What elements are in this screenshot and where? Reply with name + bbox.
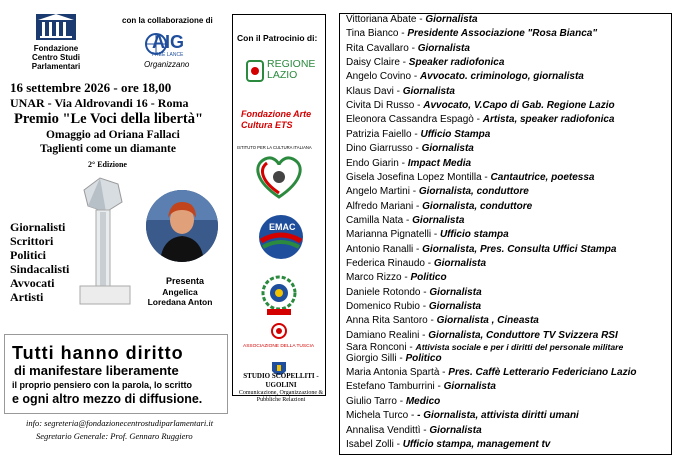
event-title: Premio "Le Voci della libertà" bbox=[14, 111, 204, 127]
organizzano-label: Organizzano bbox=[144, 60, 190, 69]
category-item: Giornalisti bbox=[10, 220, 66, 234]
istituto-cultura-label: ISTITUTO PER LA CULTURA ITALIANA bbox=[237, 145, 312, 150]
guest-role: Attivista sociale e per i diritti del personale militare bbox=[415, 342, 624, 353]
guest-separator: - bbox=[396, 395, 406, 407]
guest-role: Giornalista bbox=[421, 143, 474, 155]
guest-name: Gisela Josefina Lopez Montilla bbox=[346, 171, 482, 183]
guest-role: Impact Media bbox=[407, 157, 472, 169]
guest-name: Federica Rinaudo bbox=[346, 258, 425, 270]
guest-separator: - bbox=[431, 229, 440, 241]
guest-item bbox=[346, 301, 481, 313]
category-item: Avvocati bbox=[10, 276, 55, 290]
guest-role: Artista, speaker radiofonica bbox=[482, 114, 615, 126]
guest-name: Marco Rizzo bbox=[346, 272, 402, 284]
guest-name: Michela Turco bbox=[346, 410, 409, 422]
guest-name: Eleonora Cassandra Espagò bbox=[346, 114, 474, 126]
guest-name: Tina Bianco bbox=[346, 28, 399, 40]
guest-separator: - bbox=[393, 85, 403, 97]
presenter-photo bbox=[146, 190, 218, 262]
guest-name: Angelo Covino bbox=[346, 71, 412, 83]
aig-logo-text: AIG bbox=[152, 32, 185, 52]
guest-name: Alfredo Mariani bbox=[346, 200, 414, 212]
event-subtitle-2: Taglienti come un diamante bbox=[40, 143, 176, 155]
guest-name: Camilla Nata bbox=[346, 214, 404, 226]
guest-role: Giornalista, conduttore bbox=[422, 200, 533, 212]
guest-item bbox=[346, 71, 584, 83]
guest-name: Daniele Rotondo bbox=[346, 286, 421, 298]
guest-item bbox=[346, 353, 442, 365]
guest-name: Anna Rita Santoro bbox=[346, 315, 428, 327]
guest-role: Ufficio stampa bbox=[439, 229, 509, 241]
guest-item bbox=[346, 14, 478, 26]
guest-role: Politico bbox=[405, 352, 442, 364]
trophy-image bbox=[70, 172, 140, 312]
guest-name: Estefano Tamburrini bbox=[346, 381, 435, 393]
guest-separator: - bbox=[398, 157, 408, 169]
guest-item bbox=[346, 315, 539, 327]
guest-item bbox=[346, 425, 482, 437]
info-email: info: segreteria@fondazionecentrostudiparlamentari.it bbox=[26, 418, 214, 428]
guest-role: Giornalista bbox=[425, 14, 478, 25]
guest-name: Angelo Martini bbox=[346, 186, 410, 198]
guest-name: Maria Antonia Spartà bbox=[346, 367, 440, 379]
guest-separator: - bbox=[481, 171, 491, 183]
guest-separator: - bbox=[412, 143, 422, 155]
guest-item bbox=[346, 396, 440, 408]
guest-item bbox=[346, 114, 614, 126]
lazio-emblem-icon bbox=[245, 59, 265, 83]
guest-role: Giornalista bbox=[402, 85, 455, 97]
guest-role: Giornalista, Conduttore TV Svizzera RSI bbox=[428, 329, 618, 341]
guest-role: Giornalista bbox=[428, 301, 482, 313]
guest-role: Giornalista bbox=[443, 381, 496, 393]
guest-name: Annalisa Vendittì bbox=[346, 424, 421, 436]
patronage-panel bbox=[232, 14, 326, 396]
guest-separator: - bbox=[396, 352, 406, 364]
guest-name: Endo Giarin bbox=[346, 157, 399, 169]
guest-item bbox=[346, 330, 618, 342]
quote-line-3: il proprio pensiero con la parola, lo scritto bbox=[12, 380, 193, 390]
guest-name: Giorgio Silli bbox=[346, 352, 397, 364]
guest-role: Avvocato. criminologo, giornalista bbox=[419, 71, 584, 83]
columns-icon bbox=[30, 12, 82, 42]
collab-label: con la collaborazione di bbox=[122, 16, 213, 25]
event-subtitle-1: Omaggio ad Oriana Fallaci bbox=[46, 129, 180, 141]
guest-separator: - bbox=[393, 438, 403, 450]
guest-separator: - bbox=[439, 367, 449, 379]
fondazione-name: Fondazione Centro Studi Parlamentari bbox=[31, 44, 81, 71]
guest-separator: - bbox=[434, 381, 444, 393]
category-item: Politici bbox=[10, 248, 46, 262]
guest-role: Speaker radiofonica bbox=[408, 57, 505, 69]
guest-separator: - bbox=[427, 315, 437, 327]
guest-item bbox=[346, 86, 455, 98]
guest-role: Giornalista, Pres. Consulta Uffici Stampa bbox=[422, 243, 617, 255]
emac-text: EMAC bbox=[269, 222, 296, 232]
regione-lazio-logo bbox=[245, 59, 315, 85]
guest-separator: - bbox=[414, 100, 424, 112]
guest-role: Giornalista , Cineasta bbox=[436, 315, 539, 327]
guest-separator: - bbox=[398, 28, 408, 40]
guest-item bbox=[346, 28, 597, 40]
guest-separator: - bbox=[411, 128, 421, 140]
guest-name: Domenico Rubio bbox=[346, 301, 420, 313]
quote-line-1: Tutti hanno diritto bbox=[12, 343, 184, 363]
guest-name: Klaus Davi bbox=[346, 85, 394, 97]
guest-separator: - bbox=[419, 329, 429, 341]
guest-name: Rita Cavallaro bbox=[346, 42, 409, 54]
guest-item bbox=[346, 229, 509, 241]
guest-item bbox=[346, 410, 579, 422]
guest-name: Patrizia Faiello bbox=[346, 128, 412, 140]
guest-separator: - bbox=[409, 186, 419, 198]
event-venue: UNAR - Via Aldrovandi 16 - Roma bbox=[10, 96, 189, 110]
aig-sub: FREE LANCE bbox=[152, 52, 184, 58]
guest-separator: - bbox=[408, 42, 418, 54]
category-item: Artisti bbox=[10, 290, 44, 304]
left-panel bbox=[0, 0, 230, 460]
guest-item bbox=[346, 43, 470, 55]
guest-role: Pres. Caffè Letterario Federiciano Lazio bbox=[448, 367, 637, 379]
guest-item bbox=[346, 129, 490, 141]
guest-separator: - bbox=[420, 286, 430, 298]
guest-role: Giornalista bbox=[412, 214, 465, 226]
guest-item bbox=[346, 100, 615, 112]
guest-item bbox=[346, 381, 496, 393]
guest-list-panel bbox=[339, 13, 672, 455]
categories-list bbox=[10, 220, 69, 304]
guest-name: Dino Giarrusso bbox=[346, 143, 413, 155]
guest-separator: - bbox=[420, 424, 430, 436]
guest-name: Damiano Realini bbox=[346, 329, 420, 341]
guest-role: - Giornalista, attivista diritti umani bbox=[417, 410, 579, 422]
guest-separator: - bbox=[401, 272, 411, 284]
guest-item bbox=[346, 158, 471, 170]
guest-role: Giornalista bbox=[429, 286, 482, 298]
tuscia-text: ASSOCIAZIONE DELLA TUSCIA bbox=[243, 344, 315, 349]
guest-role: Ufficio stampa, management tv bbox=[402, 438, 551, 450]
guest-separator: - bbox=[408, 410, 418, 422]
guest-item bbox=[346, 244, 616, 256]
guest-name: Vittoriana Abate bbox=[346, 14, 417, 25]
guest-item bbox=[346, 186, 529, 198]
guest-name: Antonio Ranalli bbox=[346, 243, 414, 255]
edition-label: 2° Edizione bbox=[88, 160, 127, 169]
guest-item bbox=[346, 201, 532, 213]
guest-item bbox=[346, 439, 550, 451]
presenter-name: Angelica Loredana Anton bbox=[147, 287, 213, 307]
guest-item bbox=[346, 143, 474, 155]
guest-name: Civita Di Russo bbox=[346, 100, 415, 112]
guest-separator: - bbox=[403, 214, 413, 226]
studio-subtitle: Comunicazione, Organizzazione & Pubbliche Relazioni bbox=[238, 390, 324, 403]
guest-separator: - bbox=[473, 114, 483, 126]
guest-role: Giornalista bbox=[429, 424, 482, 436]
emac-logo bbox=[257, 213, 305, 261]
patronage-label: Con il Patrocinio di: bbox=[237, 33, 318, 43]
guest-role: Avvocato, V.Capo di Gab. Regione Lazio bbox=[423, 100, 615, 112]
guest-separator: - bbox=[399, 57, 409, 69]
category-item: Sindacalisti bbox=[10, 262, 70, 276]
guest-item bbox=[346, 367, 637, 379]
guest-name: Daisy Claire bbox=[346, 57, 400, 69]
guest-role: Presidente Associazione "Rosa Bianca" bbox=[407, 28, 598, 40]
guest-item bbox=[346, 287, 482, 299]
guest-role: Giornalista bbox=[433, 258, 487, 270]
category-item: Scrittori bbox=[10, 234, 54, 248]
studio-title: STUDIO SCOPELLITI - UGOLINI bbox=[243, 372, 319, 389]
guest-separator: - bbox=[413, 243, 423, 255]
guest-item bbox=[346, 272, 447, 284]
quote-line-2: di manifestare liberamente bbox=[14, 363, 179, 378]
guest-name: Marianna Pignatelli bbox=[346, 229, 432, 241]
secretary: Segretario Generale: Prof. Gennaro Ruggiero bbox=[36, 431, 193, 441]
guest-item bbox=[346, 258, 486, 270]
guest-item bbox=[346, 215, 464, 227]
wreath-emblem bbox=[259, 273, 299, 317]
guest-separator: - bbox=[419, 301, 429, 313]
guest-role: Ufficio Stampa bbox=[420, 128, 491, 140]
guest-separator: - bbox=[413, 200, 423, 212]
event-date: 16 settembre 2026 - ore 18,00 bbox=[10, 80, 172, 95]
quote-line-4: e ogni altro mezzo di diffusione. bbox=[12, 392, 203, 406]
regione-lazio-text: REGIONE LAZIO bbox=[267, 58, 316, 81]
guest-name: Giulio Tarro bbox=[346, 395, 397, 407]
guest-role: Giornalista, conduttore bbox=[418, 186, 529, 198]
aig-logo bbox=[136, 30, 196, 60]
guest-name: Isabel Zolli bbox=[346, 438, 394, 450]
guest-separator: - bbox=[411, 71, 420, 83]
heart-logo bbox=[249, 153, 309, 199]
fondazione-arte-cultura-logo bbox=[241, 109, 321, 139]
guest-name: Sara Ronconi bbox=[346, 342, 407, 354]
guest-separator: - bbox=[406, 342, 416, 354]
presenter-label: Presenta bbox=[166, 276, 205, 286]
guest-item bbox=[346, 57, 504, 69]
fondazione-arte-cultura-text: Fondazione Arte Cultura ETS bbox=[241, 109, 312, 130]
guest-separator: - bbox=[416, 14, 426, 25]
tuscia-logo bbox=[271, 323, 287, 339]
guest-role: Politico bbox=[410, 272, 447, 284]
guest-role: Cantautrice, poetessa bbox=[490, 171, 595, 183]
guest-role: Giornalista bbox=[417, 42, 470, 54]
guest-item bbox=[346, 172, 594, 184]
guest-separator: - bbox=[424, 258, 434, 270]
guest-role: Medico bbox=[405, 395, 441, 407]
